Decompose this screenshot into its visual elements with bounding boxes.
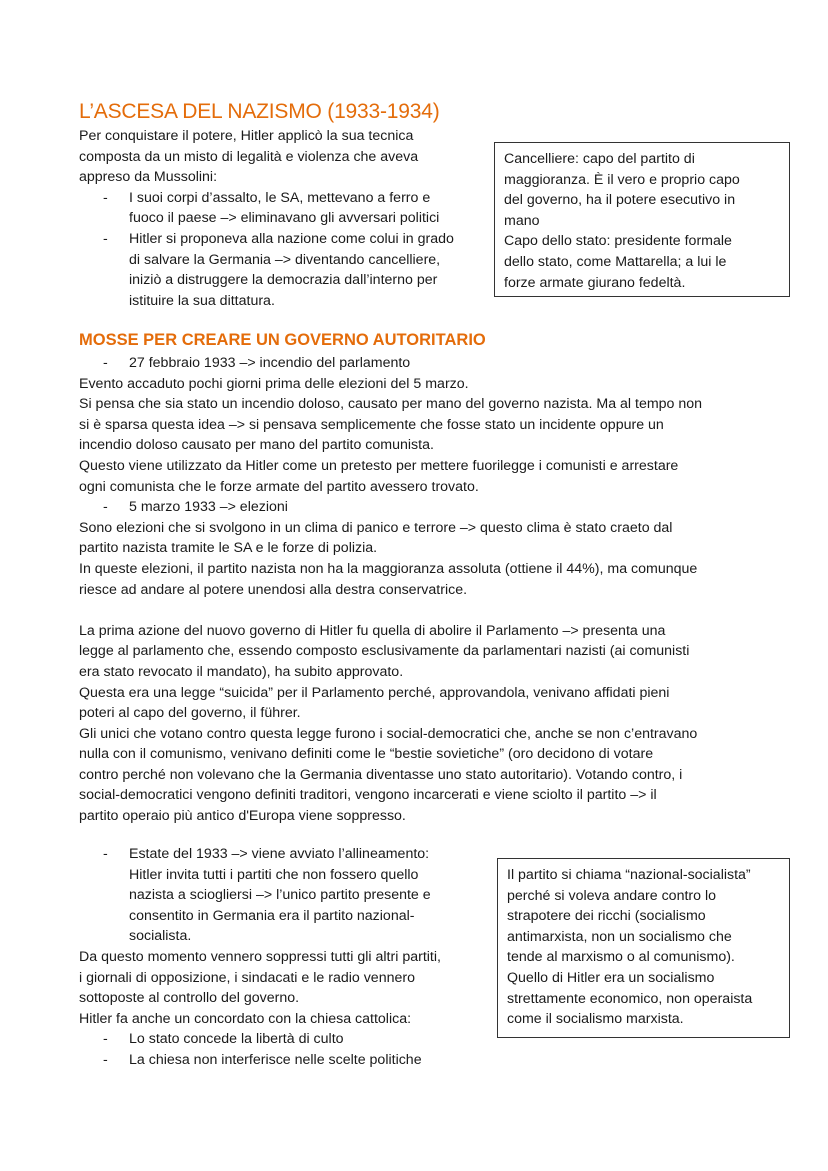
paragraph-line: Questo viene utilizzato da Hitler come un pretesto per mettere fuorilegge i comunisti e arrestare	[79, 457, 679, 474]
bullet-line: fuoco il paese –> eliminavano gli avversari politici	[129, 210, 440, 227]
intro-bullet	[79, 229, 479, 311]
paragraph-line: sottoposte al controllo del governo.	[79, 990, 300, 1007]
bullet-text: La chiesa non interferisce nelle scelte politiche	[129, 1051, 422, 1068]
paragraph-line: Hitler fa anche un concordato con la chiesa cattolica:	[79, 1010, 412, 1027]
paragraph-line: partito nazista tramite le SA e le forze di polizia.	[79, 540, 378, 557]
bullet-continuation: Hitler invita tutti i partiti che non fossero quello	[129, 866, 419, 883]
page-title: L’ASCESA DEL NAZISMO (1933-1934)	[79, 100, 440, 123]
section-body	[79, 353, 769, 827]
intro-section	[79, 126, 479, 311]
box-line: strettamente economico, non operaista	[507, 990, 753, 1007]
box-line: Capo dello stato: presidente formale	[504, 233, 732, 250]
box-line: del governo, ha il potere esecutivo in	[504, 192, 736, 209]
section-bullet	[79, 497, 769, 518]
intro-bullet	[79, 188, 479, 229]
paragraph-line: partito operaio più antico d'Europa viene soppresso.	[79, 808, 406, 825]
paragraph-line: Gli unici che votano contro questa legge furono i social-democratici che, anche se non c’entravano	[79, 725, 698, 742]
paragraph-line: contro perché non volevano che la Germania diventasse uno stato autoritario). Votando contro, i	[79, 766, 683, 783]
bullet-dash: -	[103, 189, 108, 206]
intro-line: appreso da Mussolini:	[79, 169, 218, 186]
box-line: antimarxista, non un socialismo che	[507, 928, 732, 945]
paragraph-line: Da questo momento vennero soppressi tutti gli altri partiti,	[79, 948, 441, 965]
paragraph-line: In queste elezioni, il partito nazista non ha la maggioranza assoluta (ottiene il 44%), ma comunque	[79, 560, 698, 577]
bullet-continuation: nazista a sciogliersi –> l’unico partito presente e	[129, 887, 431, 904]
paragraph-line: incendio doloso causato per mano del partito comunista.	[79, 437, 434, 454]
definition-box	[494, 142, 790, 297]
box-line: tende al marxismo o al comunismo).	[507, 949, 735, 966]
paragraph-line: Si pensa che sia stato un incendio doloso, causato per mano del governo nazista. Ma al tempo non	[79, 396, 703, 413]
paragraph-line: nulla con il comunismo, venivano definiti come le “bestie sovietiche” (oro decidono di votare	[79, 746, 654, 763]
paragraph-line: Sono elezioni che si svolgono in un clima di panico e terrore –> questo clima è stato craeto dal	[79, 519, 673, 536]
bullet-text: 27 febbraio 1933 –> incendio del parlamento	[129, 355, 411, 371]
box-line: Il partito si chiama “nazional-socialista”	[507, 867, 751, 883]
paragraph-line: ogni comunista che le forze armate del partito avessero trovato.	[79, 478, 479, 495]
bullet-line: Hitler si proponeva alla nazione come colui in grado	[129, 230, 454, 247]
bullet-dash: -	[103, 1051, 108, 1068]
paragraph-line: Questa era una legge “suicida” per il Parlamento perché, approvandola, venivano affidati pieni	[79, 684, 670, 701]
section-bullet	[79, 1050, 479, 1071]
paragraph-line: poteri al capo del governo, il führer.	[79, 705, 301, 722]
paragraph-line: legge al parlamento che, essendo composto esclusivamente da parlamentari nazisti (ai comunisti	[79, 643, 690, 660]
box-line: forze armate giurano fedeltà.	[504, 274, 686, 291]
blank-line	[79, 600, 769, 621]
intro-line: Per conquistare il potere, Hitler applicò la sua tecnica	[79, 128, 414, 144]
paragraph-line: si è sparsa questa idea –> si pensava semplicemente che fosse stato un incidente oppure un	[79, 416, 664, 433]
paragraph-line: social-democratici vengono definiti traditori, vengono incarcerati e viene sciolto il partito –> il	[79, 787, 657, 804]
paragraph-line: era stato revocato il mandato), ha subito approvato.	[79, 663, 404, 680]
box-line: maggioranza. È il vero e proprio capo	[504, 171, 740, 188]
section-bullet	[79, 844, 479, 865]
bullet-dash: -	[103, 846, 108, 862]
box-line: dello stato, come Mattarella; a lui le	[504, 253, 727, 270]
bullet-text: Lo stato concede la libertà di culto	[129, 1031, 344, 1048]
note-box	[497, 858, 790, 1038]
bullet-line: di salvare la Germania –> diventando cancelliere,	[129, 251, 441, 268]
bullet-text: Estate del 1933 –> viene avviato l’allineamento:	[129, 846, 430, 862]
intro-line: composta da un misto di legalità e violenza che aveva	[79, 148, 419, 165]
box-line: Cancelliere: capo del partito di	[504, 151, 695, 167]
paragraph-line: riesce ad andare al potere unendosi alla destra conservatrice.	[79, 581, 468, 598]
bullet-line: I suoi corpi d’assalto, le SA, mettevano a ferro e	[129, 189, 431, 206]
box-line: perché si voleva andare contro lo	[507, 887, 716, 904]
box-line: strapotere dei ricchi (socialismo	[507, 908, 706, 925]
paragraph-line: Evento accaduto pochi giorni prima delle elezioni del 5 marzo.	[79, 375, 469, 392]
box-line: mano	[504, 212, 540, 229]
paragraph-line: La prima azione del nuovo governo di Hitler fu quella di abolire il Parlamento –> presenta una	[79, 622, 666, 639]
section-bullet	[79, 1029, 479, 1050]
alignment-section	[79, 844, 479, 1071]
paragraph-line: i giornali di opposizione, i sindacati e le radio vennero	[79, 969, 415, 986]
bullet-dash: -	[103, 355, 108, 371]
bullet-dash: -	[103, 230, 108, 247]
section-title: MOSSE PER CREARE UN GOVERNO AUTORITARIO	[79, 331, 486, 349]
bullet-dash: -	[103, 1031, 108, 1048]
bullet-dash: -	[103, 499, 108, 516]
bullet-line: istituire la sua dittatura.	[129, 292, 275, 309]
bullet-text: 5 marzo 1933 –> elezioni	[129, 499, 288, 516]
section-bullet	[79, 353, 769, 374]
box-line: come il socialismo marxista.	[507, 1011, 684, 1028]
bullet-continuation: consentito in Germania era il partito nazional-	[129, 907, 415, 924]
box-line: Quello di Hitler era un socialismo	[507, 969, 715, 986]
bullet-continuation: socialista.	[129, 928, 192, 945]
bullet-line: iniziò a distruggere la democrazia dall’interno per	[129, 272, 438, 289]
